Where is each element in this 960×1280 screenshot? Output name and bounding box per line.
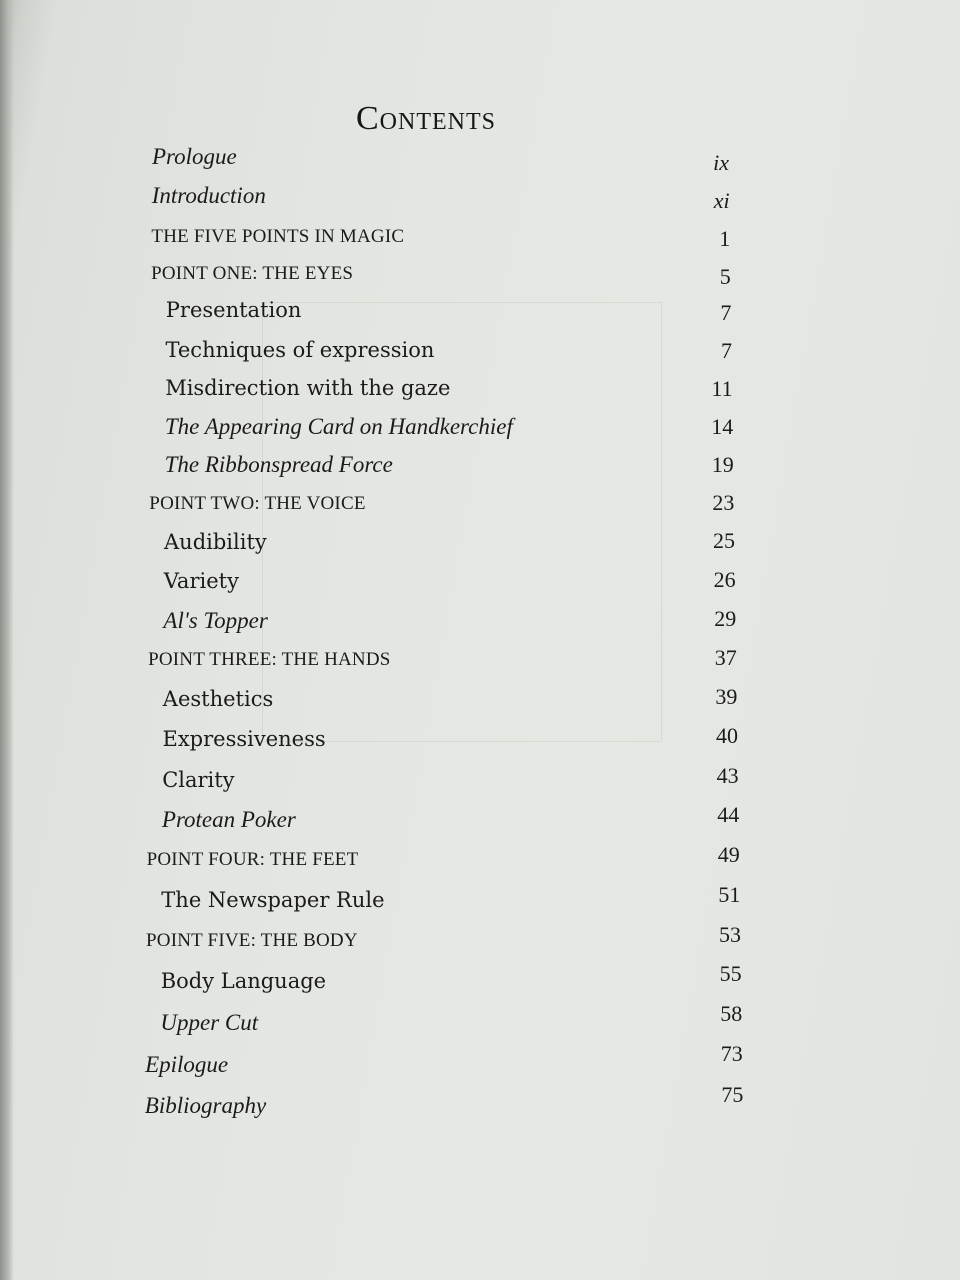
toc-entry-title: The Ribbonspread Force bbox=[164, 452, 393, 477]
toc-entry-title: The Appearing Card on Handkerchief bbox=[164, 414, 513, 439]
toc-entry-title: POINT THREE: THE HANDS bbox=[148, 649, 391, 670]
toc-entry-page: 43 bbox=[716, 763, 739, 788]
show-through-text bbox=[262, 302, 662, 742]
toc-entry-title: Presentation bbox=[165, 298, 302, 322]
toc-entry-title: Clarity bbox=[162, 768, 235, 792]
toc-entry-title: Body Language bbox=[160, 969, 327, 993]
toc-entry-title: POINT TWO: THE VOICE bbox=[149, 493, 366, 514]
toc-entry-title: Prologue bbox=[152, 144, 237, 169]
toc-entry-page: 7 bbox=[721, 338, 732, 363]
toc-entry-title: Introduction bbox=[151, 183, 266, 208]
toc-entry-title: Bibliography bbox=[144, 1093, 267, 1118]
toc-entry-title: The Newspaper Rule bbox=[161, 888, 385, 912]
page-title: Contents bbox=[356, 100, 497, 137]
toc-entry-page: 51 bbox=[718, 882, 741, 907]
toc-entry-page: 7 bbox=[720, 300, 732, 325]
toc-entry-title: POINT ONE: THE EYES bbox=[151, 263, 354, 284]
toc-entry-title: THE FIVE POINTS IN MAGIC bbox=[151, 226, 405, 247]
toc-entry-page: 23 bbox=[712, 490, 735, 515]
page-gutter-shadow bbox=[0, 0, 14, 1280]
toc-entry-page: 49 bbox=[717, 842, 740, 867]
toc-entry-page: 58 bbox=[720, 1001, 743, 1026]
toc-entry-page: 75 bbox=[721, 1082, 744, 1107]
toc-entry-page: 25 bbox=[713, 528, 735, 553]
toc-entry-page: 40 bbox=[716, 723, 738, 748]
toc-entry-title: POINT FIVE: THE BODY bbox=[146, 930, 358, 951]
toc-entry-page: 44 bbox=[717, 802, 740, 827]
toc-entry-title: Techniques of expression bbox=[165, 338, 435, 362]
toc-entry-page: 55 bbox=[719, 961, 742, 986]
toc-entry-title: Variety bbox=[163, 569, 239, 593]
toc-entry-title: POINT FOUR: THE FEET bbox=[146, 849, 359, 870]
toc-entry-title: Audibility bbox=[164, 530, 267, 554]
toc-entry-page: 53 bbox=[719, 922, 741, 947]
toc-entry-page: 29 bbox=[714, 606, 737, 631]
toc-entry-page: 37 bbox=[714, 645, 737, 670]
toc-entry-title: Aesthetics bbox=[162, 687, 274, 711]
toc-entry-page: 5 bbox=[719, 264, 731, 289]
toc-entry-page: 19 bbox=[711, 452, 734, 477]
toc-entry-title: Misdirection with the gaze bbox=[165, 376, 451, 400]
toc-entry-page: 1 bbox=[719, 226, 731, 251]
toc-entry-page: 14 bbox=[711, 414, 734, 439]
toc-entry-title: Al's Topper bbox=[163, 608, 268, 633]
toc-entry-title: Expressiveness bbox=[162, 727, 326, 751]
toc-entry-page: 26 bbox=[713, 567, 736, 592]
toc-entry-title: Epilogue bbox=[145, 1052, 229, 1077]
toc-entry-page: ix bbox=[713, 150, 729, 175]
toc-entry-page: 39 bbox=[715, 684, 738, 709]
toc-entry-title: Upper Cut bbox=[160, 1010, 259, 1035]
toc-entry-page: 73 bbox=[720, 1041, 743, 1066]
toc-entry-page: 11 bbox=[711, 376, 733, 401]
toc-entry-title: Protean Poker bbox=[161, 807, 296, 832]
toc-entry-page: xi bbox=[713, 188, 730, 213]
